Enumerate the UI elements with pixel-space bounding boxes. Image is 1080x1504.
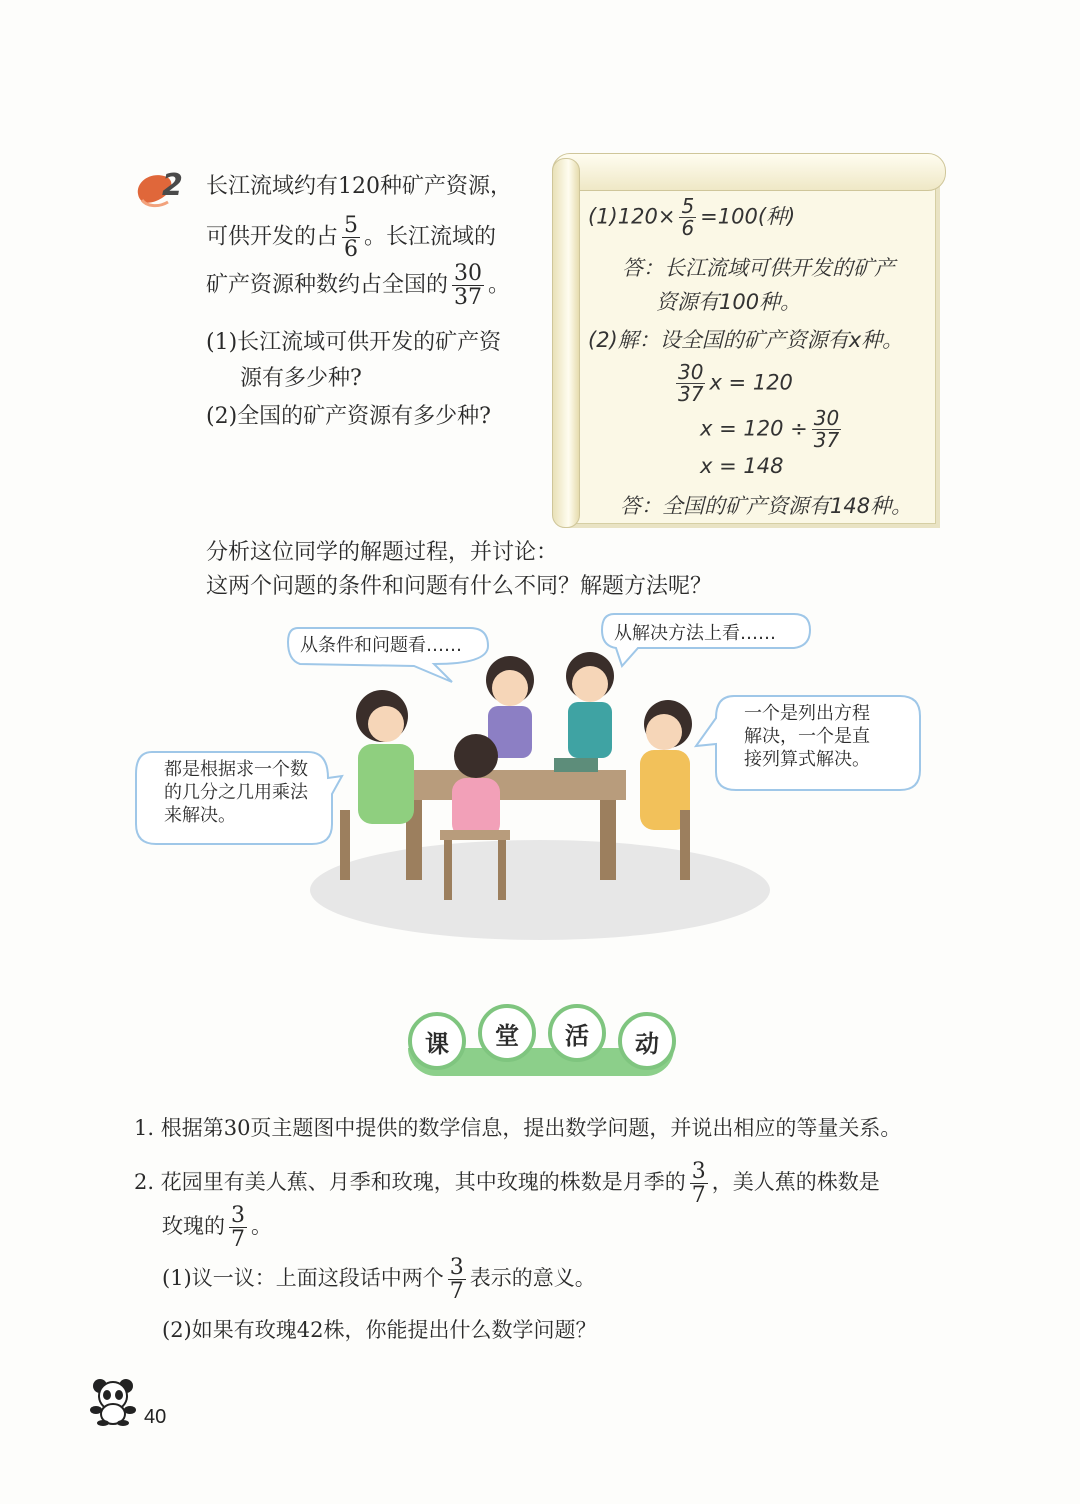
question-2: (2)全国的矿产资源有多少种? — [206, 404, 491, 429]
activity-char-1: 课 — [408, 1012, 466, 1070]
scroll-left-roll — [552, 158, 580, 528]
activity-sub-2: (2)如果有玫瑰42株，你能提出什么数学问题？ — [162, 1318, 597, 1342]
discussion-line-1: 分析这位同学的解题过程，并讨论： — [206, 540, 559, 565]
example-number: 2 — [162, 168, 183, 203]
scroll-top-roll — [552, 153, 946, 191]
answer-1-line-1: 答：长江流域可供开发的矿产 — [622, 256, 895, 280]
solution-step-1: (1)120× $\frac{5}{6}$ =100(种) — [588, 194, 796, 240]
activity-item-2-line-1: 2. 花园里有美人蕉、月季和玫瑰，其中玫瑰的株数是月季的 $\frac{3}{7}$ ，美人蕉的株数是 — [134, 1159, 880, 1209]
equation-3: x = 148 — [700, 454, 784, 478]
example-line-3: 矿产资源种数约占全国的 $\frac{30}{37}$ 。 — [206, 261, 511, 311]
equation-2: x = 120 ÷ $\frac{30}{37}$ — [700, 406, 840, 452]
solution-step-2: (2)解：设全国的矿产资源有x种。 — [588, 328, 904, 352]
activity-item-2-line-2: 玫瑰的 $\frac{3}{7}$ 。 — [162, 1203, 272, 1253]
activity-char-4: 动 — [618, 1012, 676, 1070]
equation-1: $\frac{30}{37}$ x = 120 — [678, 360, 793, 406]
activity-char-3: 活 — [548, 1004, 606, 1062]
fraction-30-37: $\frac{30}{37}$ — [454, 261, 483, 311]
panda-icon — [88, 1376, 138, 1426]
example-badge — [132, 170, 188, 212]
bubble-top-left: 从条件和问题看…… — [300, 635, 462, 656]
bubble-top-right: 从解决方法上看…… — [614, 623, 776, 644]
question-1-line-1: (1)长江流域可供开发的矿产资 — [206, 330, 502, 355]
answer-1-line-2: 资源有100种。 — [656, 290, 802, 314]
example-line-2: 可供开发的占 $\frac{5}{6}$ 。长江流域的 — [206, 213, 497, 263]
bubble-left: 都是根据求一个数 的几分之几用乘法 来解决。 — [164, 759, 308, 827]
page-number: 40 — [144, 1406, 167, 1428]
activity-sub-1: (1)议一议：上面这段话中两个 $\frac{3}{7}$ 表示的意义。 — [162, 1255, 596, 1305]
answer-2: 答：全国的矿产资源有148种。 — [620, 494, 913, 518]
bubble-right: 一个是列出方程 解决，一个是直 接列算式解决。 — [744, 703, 870, 771]
discussion-line-2: 这两个问题的条件和问题有什么不同？解题方法呢？ — [206, 574, 713, 599]
activity-item-1: 1. 根据第30页主题图中提供的数学信息，提出数学问题，并说出相应的等量关系。 — [134, 1116, 902, 1140]
fraction-5-6: $\frac{5}{6}$ — [344, 213, 359, 263]
question-1-line-2: 源有多少种? — [240, 366, 362, 391]
activity-char-2: 堂 — [478, 1004, 536, 1062]
example-line-1: 长江流域约有120种矿产资源， — [206, 174, 512, 199]
